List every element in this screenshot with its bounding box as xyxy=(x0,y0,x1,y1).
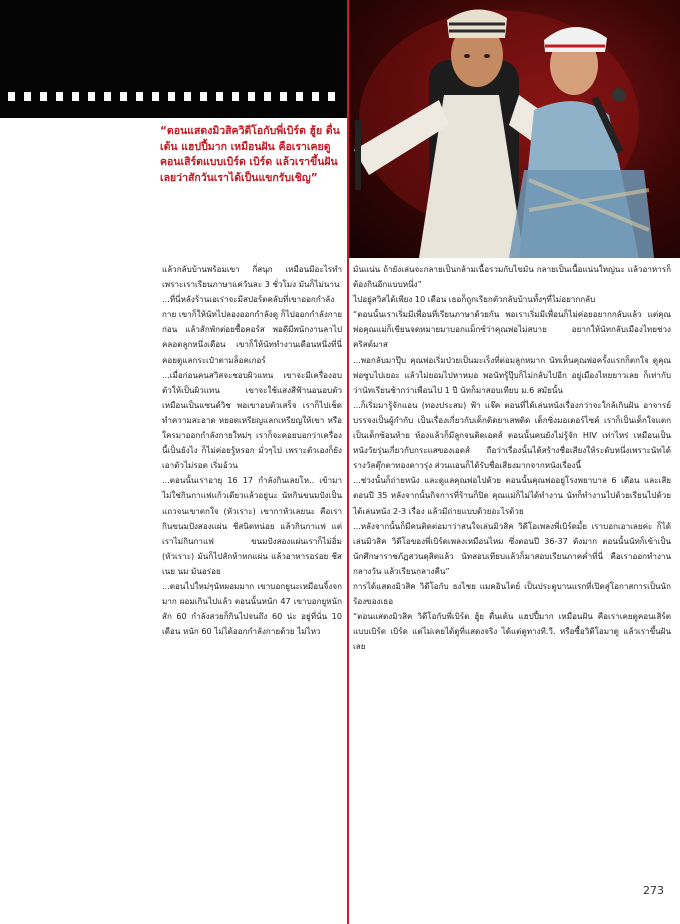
perforation-hole xyxy=(56,92,63,101)
paragraph: การได้แสดงมิวสิค วิดีโอกับ ธงไชย แมคอินไตย์ เป็นประตูบานแรกที่เปิดสู่โอกาสการเป็นนักร้องของเธอ xyxy=(353,580,671,607)
perforation-hole xyxy=(8,92,15,101)
perforation-hole xyxy=(152,92,159,101)
paragraph: ...ช่วงนั้นก็ถ่ายหนัง และดูแลคุณพ่อไปด้วย ตอนนั้นคุณพ่ออยู่โรงพยาบาล 6 เดือน และเสียตอนปี 35 หลังจากนั้นกิจการที่ร้านก็ปิด คุณแม่ก็ไม่ได้ทำงาน นัทก็ทำงานไปด้วยเรียนไปด้วย ได้เล่นหนัง 2-3 เรื่อง แล้วมีถ่ายแบบด้วยอะไรด้วย xyxy=(353,475,671,516)
paragraph: ...ที่นี่หลังร้านเอเร่าจะมีสปอร์ตคลับที่เขาออกกำลังกาย เขาก็ให้นัทไปลองออกกำลังดู ก็ไปออกกำลังกายก่อน แล้วสักพักต่อยซื้อคอร์ส พอดีมีพนักงานลาไปคลอดลูกหนึ่งเดือน เขาก็ให้นัททำงานเดือนหนึ่งที่นี่ คอยดูแลกระเป๋าตามล็อคเกอร์ xyxy=(162,294,342,365)
perforation-hole xyxy=(40,92,47,101)
perforation-hole xyxy=(120,92,127,101)
performers-illustration xyxy=(349,0,680,258)
perforation-hole xyxy=(184,92,191,101)
pull-quote: “ตอนแสดงมิวสิควิดีโอกับพี่เบิร์ด ฮู้ย ตื่นเต้น แฮปปี้มาก เหมือนฝัน คือเราเคยดูคอนเสิร์ตแบบเบิร์ด เบิร์ด แล้วเราขึ้นฝันเลยว่าสักวันเราได้เป็นแขกรับเชิญ” xyxy=(160,125,340,184)
perforation-hole xyxy=(200,92,207,101)
perforation-hole xyxy=(136,92,143,101)
perforation-hole xyxy=(216,92,223,101)
paragraph: ...ตอนไปใหม่ๆนัทผอมมาก เขาบอกยูนะเหมือนจิ้งจกมาก ผอมเกินไปแล้ว ตอนนั้นหนัก 47 เขาบอกยูหนักสัก 60 กำลังสวยก็กินไปจนถึง 60 น่ะ อยู่ที่นั่น 10 เดือน หนัก 60 ไม่ได้ออกกำลังกายด้วย ไม่ไหว xyxy=(162,580,342,637)
perforation-hole xyxy=(296,92,303,101)
page-number: 273 xyxy=(643,884,664,897)
paragraph: “ตอนแสดงมิวสิค วิดีโอกับพี่เบิร์ด ฮู้ย ตื่นเต้น แฮปปี้มาก เหมือนฝัน คือเราเคยดูคอนเสิร์ตแบบเบิร์ด เบิร์ด แต่ไม่เคยได้ดูที่แสดงจริง ได้แต่ดูทางที.วี. หรือซื้อวิดีโอมาดู แล้วเราขึ้นฝันเลย xyxy=(353,611,671,652)
paragraph: มันแน่น ถ้ายังเล่นจะกลายเป็นกล้ามเนื้อรวมกับไขมัน กลายเป็นเนื้อแน่นใหญ่นะ แล้วอาหารก็ต้องกินอีกแบบหนึ่ง” xyxy=(353,264,671,290)
perforation-hole xyxy=(232,92,239,101)
concert-photo xyxy=(349,0,680,258)
paragraph: ...เมื่อก่อนคนสวิสจะชอบผิวแทน เขาจะมีเครื่องอบตัวให้เป็นผิวแทน เขาจะใช้แสงสีฟ้านอนอบตัวเหมือนเป็นแซนด์วิช พอเขาอบตัวเสร็จ เราก็ไปเช็ดทำความสะอาด หยอดเหรียญแลกเหรียญให้เขา หรือใครมาออกกำลังกายใหม่ๆ เราก็จะคอยบอกว่าเครื่องนี้เป็นยังไง ก็ไม่ค่อยรู้หรอก มั่วๆไป เพราะตัวเองก็ยังเอาตัวไม่รอด เริ่มอ้วน xyxy=(162,369,342,471)
perforation-hole xyxy=(104,92,111,101)
film-strip-band xyxy=(0,0,348,118)
paragraph: ไปอยู่สวิสได้เพียง 10 เดือน เธอก็ถูกเรียกตัวกลับบ้านทั้งๆที่ไม่อยากกลับ xyxy=(353,294,596,305)
film-perforations xyxy=(8,92,335,101)
paragraph: แล้วกลับบ้านพร้อมเขา กี่สนุก เหมือนมีอะไรทำ เพราะเราเรียนภาษาแค่วันละ 3 ชั่วโมง มันก็ไม่นาน xyxy=(162,264,342,290)
left-text-column xyxy=(162,262,342,639)
perforation-hole xyxy=(312,92,319,101)
perforation-hole xyxy=(248,92,255,101)
paragraph: ...หลังจากนั้นก็มีคนติดต่อมาว่าสนใจเล่นมิวสิค วิดีโอเพลงพี่เบิร์ดมั้ย เราบอกเอาเลยค่ะ ก็ได้เล่นมิวสิค วิดีโอของพี่เบิร์ดเพลงเหมือนไหม ซึ่งตอนปี 36-37 ดังมาก ตอนนั้นนัทก็เข้าเป็นนักศึกษาราชภัฏสวนดุสิตแล้ว นัทสอบเทียบแล้วก็มาสอบเรียนภาคค่ำที่นี่ คือเราออกทำงานกลางวัน แล้วเรียนกลางคืน” xyxy=(353,520,671,576)
paragraph: “ตอนนั้นเราเริ่มมีเพื่อนที่เรียนภาษาด้วยกัน พอเราเริ่มมีเพื่อนก็ไม่ค่อยอยากกลับแล้ว แต่คุณพ่อคุณแม่ก็เขียนจดหมายมาบอกแม็กซ์ว่าคุณพ่อไม่สบาย อยากให้นัทกลับเมืองไทยช่วงคริสต์มาส xyxy=(353,309,671,350)
perforation-hole xyxy=(72,92,79,101)
perforation-hole xyxy=(264,92,271,101)
perforation-hole xyxy=(280,92,287,101)
perforation-hole xyxy=(168,92,175,101)
paragraph: ...ก็เริ่มมารู้จักแอน (ทองประสม) ฟ้า แจ๊ค ตอนที่ได้เล่นหนังเรื่องกว่าจะใกล้เกินฝัน อาจารย์บรรจงเป็นผู้กำกับ เป็นเรื่องเกี่ยวกับเด็กติดยาเสพติด เด็กซิ่งมอเตอร์ไซค์ เราก็เป็นเด็กใจแตกเป็นเด็กซ้อนท้าย ท้องแล้วก็มีลูกจนติดเอดส์ ตอนนั้นคนยังไม่รู้จัก HIV เท่าไหร่ เหมือนเป็นหนังวัยรุ่นเกี่ยวกับกระแสของเอดส์ ถือว่าเรื่องนั้นได้สร้างชื่อเสียงให้ระดับหนึ่งเพราะนัทได้รางวัลตุ๊กตาทองดาวรุ่ง ส่วนแอนก็ได้รับชื่อเสียงมากจากหนังเรื่องนี้ xyxy=(353,399,671,471)
perforation-hole xyxy=(328,92,335,101)
paragraph: ...พอกลับมาปุ๊บ คุณพ่อเริ่มป่วยเป็นมะเร็งที่ต่อมลูกหมาก นัทเห็นคุณพ่อครั้งแรกก็ตกใจ ดูคุณพ่อซูบไปเยอะ แล้วไม่ยอมไปหาหมอ พอนัทรู้ปุ๊บก็ไม่กลับไปอีก อยู่เมืองไทยยาวเลย ก็เท่ากับว่านัทเรียนช้ากว่าเพื่อนไป 1 ปี นัทก็มาสอบเทียบ ม.6 สมัยนั้น xyxy=(353,354,671,395)
paragraph: ...ตอนนั้นเราอายุ 16 17 กำลังกินเลยโห.. เข้ามาไม่ใช่กินกาแฟแก้วเดียวแล้วอยู่นะ นัทกินขนมปังเป็นแถวจนเขาตกใจ (หัวเราะ) เขากาหัวเลยนะ คือเรากินขนมปังสองแผ่น ชีสนิดหน่อย แล้วกินกาแฟ แต่เราไม่กินกาแฟ ขนมปังสองแผ่นเราก็ไม่อิ่ม (หัวเราะ) มันก็ไปสักห้าหกแผ่น แล้วอาหารอร่อย ชีส เนย นม มันอร่อย xyxy=(162,475,342,576)
perforation-hole xyxy=(88,92,95,101)
right-text-column xyxy=(353,262,671,654)
perforation-hole xyxy=(24,92,31,101)
